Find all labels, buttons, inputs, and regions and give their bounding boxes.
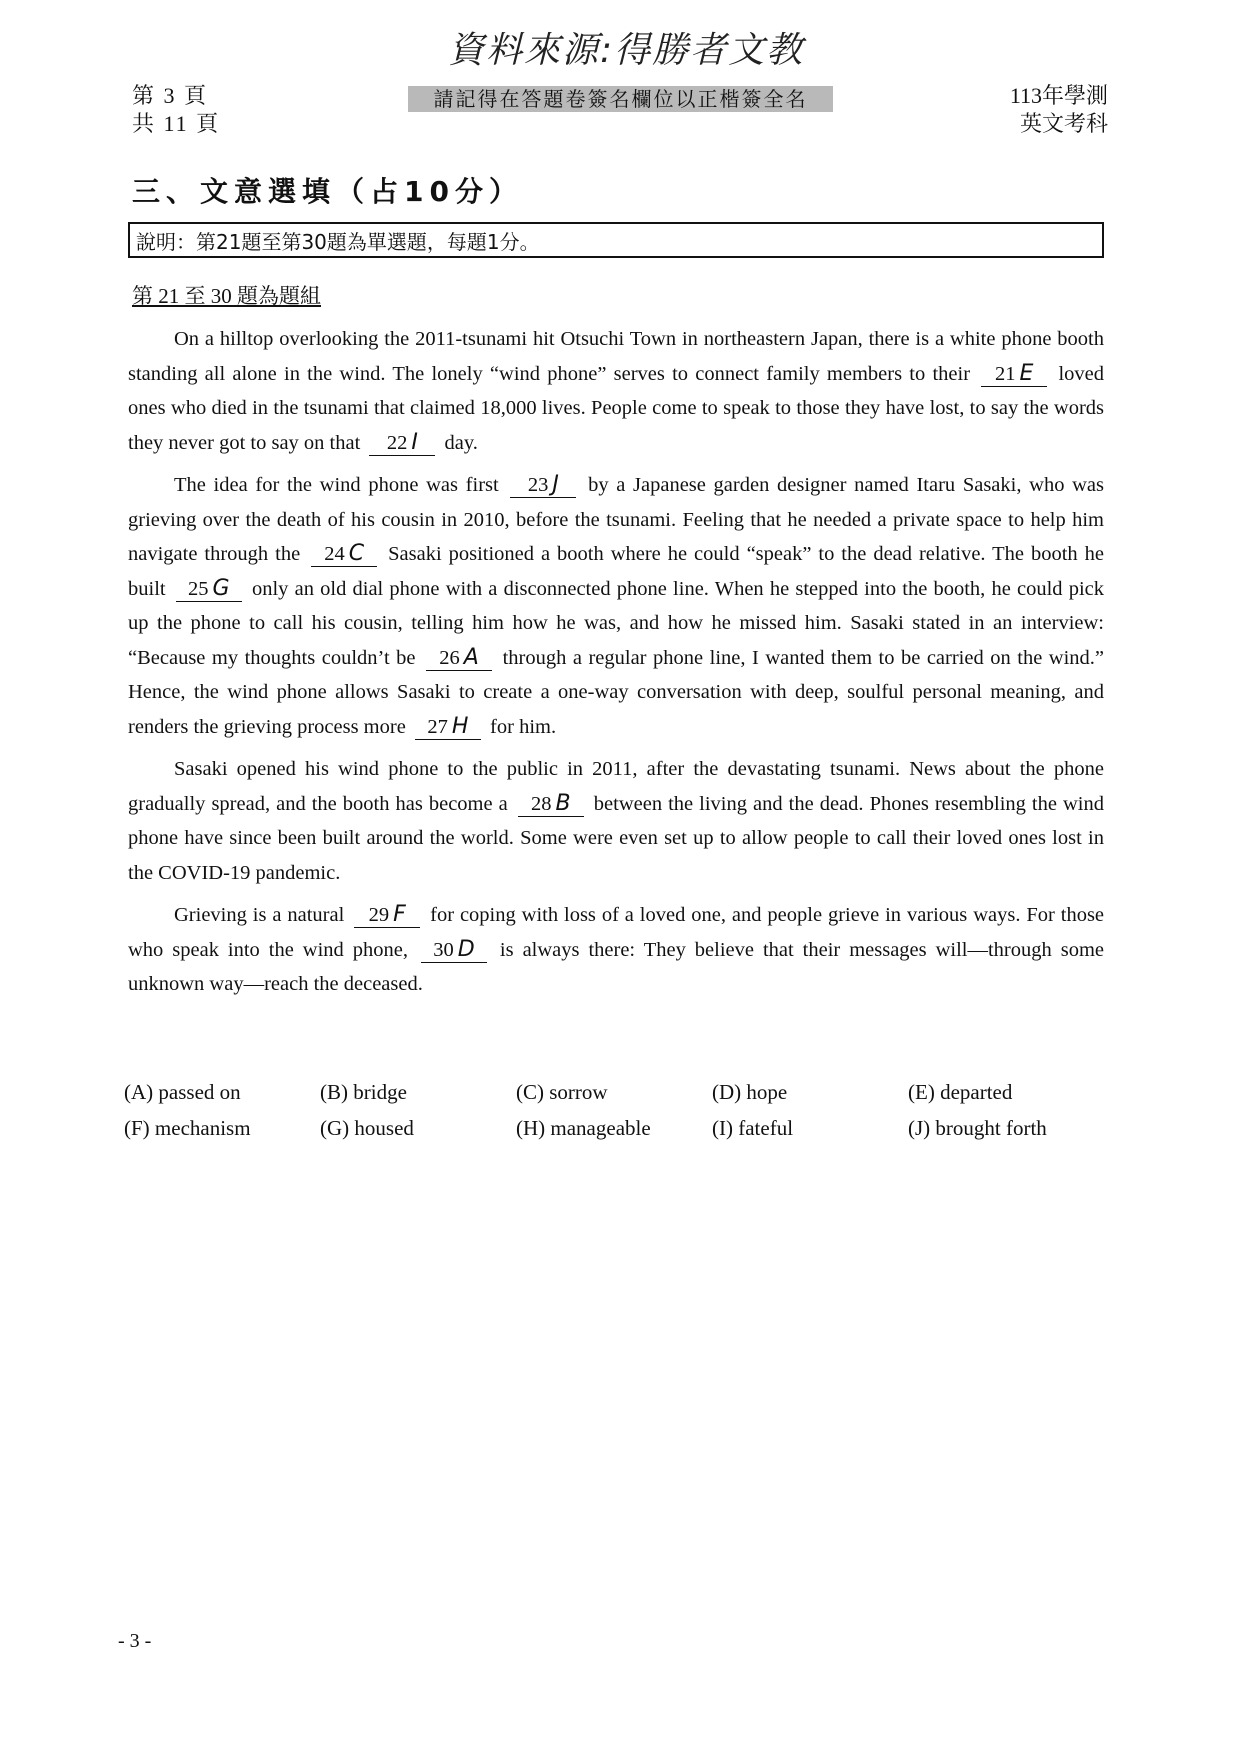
handwritten-answer: G	[212, 575, 230, 601]
options-row-2	[124, 1110, 1104, 1146]
passage-text: for him.	[490, 715, 557, 738]
handwritten-answer: D	[457, 936, 475, 962]
passage-text: On a hilltop overlooking the 2011-tsunami hit Otsuchi Town in northeastern Japan, there is a white phone booth standing all alone in the wind. The lonely “wind phone” serves to connect family members to their	[128, 328, 1104, 385]
blank-26	[426, 646, 492, 671]
blank-29	[354, 903, 420, 928]
passage-text: through a regular phone line, I wanted them to be carried on the wind.” Hence, the wind phone allows Sasaki to create a one-way conversation with deep, soulful personal meaning, and renders the grieving process more	[128, 646, 1105, 738]
passage-text: day.	[444, 431, 478, 454]
exam-indicator	[1010, 82, 1108, 138]
passage-text: Sasaki positioned a booth where he could “speak” to the dead relative. The booth he built	[128, 543, 1104, 600]
blank-27	[415, 715, 481, 740]
blank-22	[369, 431, 435, 456]
option-i: (I) fateful	[712, 1116, 794, 1140]
options-row-1	[124, 1074, 1104, 1110]
handwritten-answer: F	[393, 902, 406, 927]
passage-text: for coping with loss of a loved one, and people grieve in various ways. For those who speak into the wind phone,	[128, 904, 1105, 961]
blank-21	[981, 362, 1047, 387]
passage-text: loved ones who died in the tsunami that claimed 18,000 lives. People come to speak to those they have lost, to say the words they never got to say on that	[128, 362, 1105, 454]
blank-24	[311, 542, 377, 567]
option-e: (E) departed	[908, 1080, 1013, 1104]
passage-text: Sasaki opened his wind phone to the public in 2011, after the devastating tsunami. News about the phone gradually spread, and the booth has become a	[128, 758, 1104, 815]
blank-number: 28	[530, 792, 552, 815]
option-c: (C) sorrow	[516, 1080, 608, 1104]
handwritten-answer: B	[555, 790, 571, 816]
blank-number: 29	[368, 904, 390, 926]
page-total: 共 11 頁	[132, 111, 221, 136]
blank-25	[176, 577, 242, 602]
blank-23	[510, 473, 576, 498]
handwritten-answer: E	[1019, 360, 1034, 386]
blank-number: 25	[188, 577, 209, 600]
signature-reminder: 請記得在答題卷簽名欄位以正楷簽全名	[408, 86, 833, 112]
blank-number: 26	[439, 646, 460, 669]
blank-number: 27	[427, 715, 448, 738]
option-f: (F) mechanism	[124, 1116, 251, 1140]
passage-text: by a Japanese garden designer named Itaru Sasaki, who was grieving over the death of his cousin in 2010, before the tsunami. Feeling that he needed a private space to help him navigate through the	[128, 474, 1105, 565]
option-a: (A) passed on	[124, 1080, 241, 1104]
handwritten-answer: J	[552, 472, 559, 497]
blank-28	[518, 792, 584, 817]
paragraph-1	[128, 322, 1104, 460]
blank-number: 24	[324, 543, 345, 565]
blank-30	[421, 938, 487, 963]
reading-passage	[128, 322, 1104, 1010]
exam-subject: 英文考科	[1019, 111, 1108, 136]
blank-number: 23	[527, 474, 549, 496]
section-title: 三、文意選填（占10分）	[132, 175, 523, 208]
question-group-label: 第 21 至 30 題為題組	[132, 284, 321, 308]
option-h: (H) manageable	[516, 1116, 651, 1140]
exam-year: 113年學測	[1009, 83, 1108, 108]
instruction-box: 說明：第21題至第30題為單選題，每題1分。	[128, 222, 1104, 258]
answer-options	[124, 1074, 1104, 1146]
passage-text: between the living and the dead. Phones resembling the wind phone have since been built around the world. Some were even set up to allow people to call their loved ones lost in the COVID-19 pandemic.	[128, 792, 1104, 884]
passage-text: only an old dial phone with a disconnected phone line. When he stepped into the booth, he could pick up the phone to call his cousin, telling him how he was, and how he missed him. Sasaki stated in an interview: “Because my thoughts couldn’t be	[128, 577, 1105, 669]
blank-number: 22	[386, 431, 408, 454]
option-d: (D) hope	[712, 1080, 788, 1104]
handwritten-answer: H	[451, 713, 469, 739]
option-g: (G) housed	[320, 1116, 414, 1140]
source-note: 資料來源:得勝者文教	[448, 30, 805, 71]
page-indicator	[132, 82, 220, 138]
passage-text: is always there: They believe that their messages will—through some unknown way—reach the deceased.	[128, 938, 1105, 995]
handwritten-answer: A	[463, 644, 479, 670]
handwritten-answer: C	[348, 541, 365, 566]
handwritten-answer: I	[411, 429, 418, 455]
paragraph-2	[128, 468, 1104, 744]
page-number: - 3 -	[118, 1630, 152, 1652]
blank-number: 30	[433, 938, 454, 961]
page-current: 第 3 頁	[132, 83, 209, 108]
paragraph-4	[128, 898, 1104, 1002]
passage-text: The idea for the wind phone was first	[174, 474, 499, 496]
paragraph-3	[128, 752, 1104, 890]
passage-text: Grieving is a natural	[174, 904, 345, 926]
blank-number: 21	[995, 362, 1016, 385]
option-j: (J) brought forth	[908, 1116, 1047, 1140]
option-b: (B) bridge	[320, 1080, 407, 1104]
